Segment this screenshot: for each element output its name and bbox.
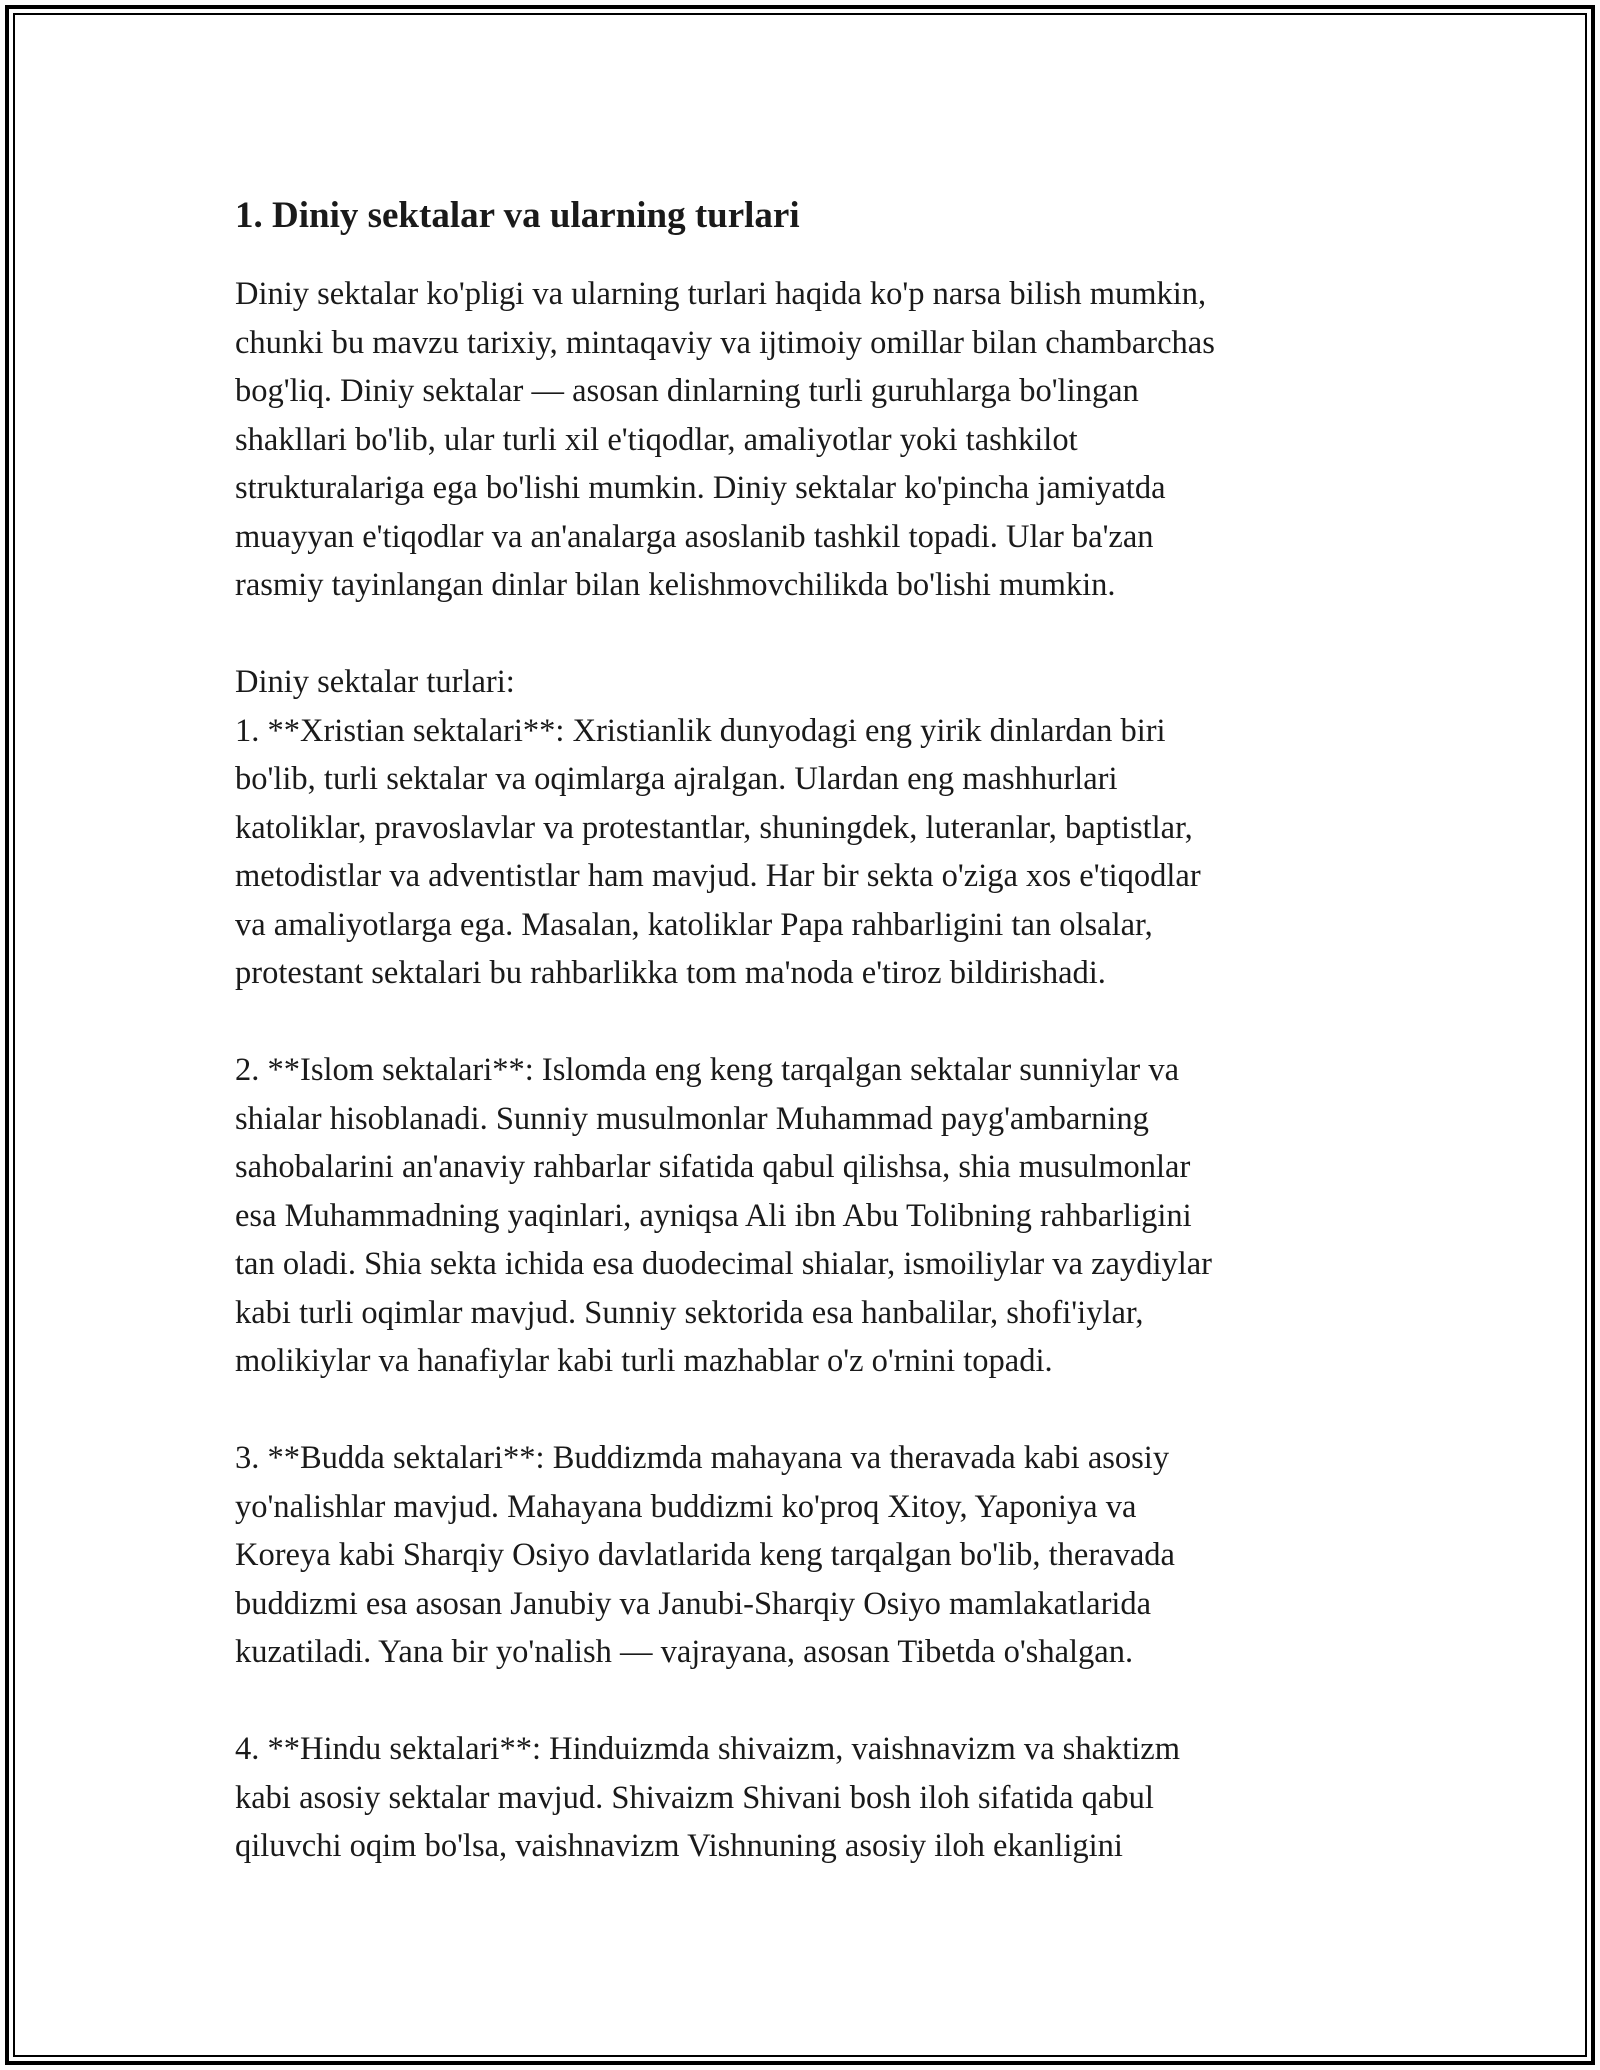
intro-paragraph: Diniy sektalar ko'pligi va ularning turlari haqida ko'p narsa bilish mumkin, chunki bu mavzu tarixiy, mintaqaviy va ijtimoiy omillar bilan chambarchas bog'liq. Diniy sektalar — asosan dinlarning turli guruhlarga bo'lingan shakllari bo'lib, ular turli xil e'tiqodlar, amaliyotlar yoki tashkilot strukturalariga ega bo'lishi mumkin. Diniy sektalar ko'pincha jamiyatda muayyan e'tiqodlar va an'analarga asoslanib tashkil topadi. Ular ba'zan rasmiy tayinlangan dinlar bilan kelishmovchilikda bo'lishi mumkin. [235, 276, 1215, 603]
hindu-sects-paragraph: 4. **Hindu sektalari**: Hinduizmda shivaizm, vaishnavizm va shaktizm kabi asosiy sektalar mavjud. Shivaizm Shivani bosh iloh sifatida qabul qiluvchi oqim bo'lsa, vaishnavizm Vishnuning asosiy iloh ekanligini [235, 1731, 1181, 1864]
document-body [235, 186, 1355, 1919]
islam-sects-paragraph: 2. **Islom sektalari**: Islomda eng keng tarqalgan sektalar sunniylar va shialar hisoblanadi. Sunniy musulmonlar Muhammad payg'ambarning sahobalarini an'anaviy rahbarlar sifatida qabul qilishsa, shia musulmonlar esa Muhammadning yaqinlari, ayniqsa Ali ibn Abu Tolibning rahbarligini tan oladi. Shia sekta ichida esa duodecimal shialar, ismoiliylar va zaydiylar kabi turli oqimlar mavjud. Sunniy sektorida esa hanbalilar, shofi'iylar, molikiylar va hanafiylar kabi turli mazhablar o'z o'rnini topadi. [235, 1052, 1212, 1379]
christian-sects-paragraph: Diniy sektalar turlari: 1. **Xristian sektalari**: Xristianlik dunyodagi eng yirik dinlardan biri bo'lib, turli sektalar va oqimlarga ajralgan. Ulardan eng mashhurlari katoliklar, pravoslavlar va protestantlar, shuningdek, luteranlar, baptistlar, metodistlar va adventistlar ham mavjud. Har bir sekta o'ziga xos e'tiqodlar va amaliyotlarga ega. Masalan, katoliklar Papa rahbarligini tan olsalar, protestant sektalari bu rahbarlikka tom ma'noda e'tiroz bildirishadi. [235, 664, 1201, 991]
buddhist-sects-paragraph: 3. **Budda sektalari**: Buddizmda mahayana va theravada kabi asosiy yo'nalishlar mavjud. Mahayana buddizmi ko'proq Xitoy, Yaponiya va Koreya kabi Sharqiy Osiyo davlatlarida keng tarqalgan bo'lib, theravada buddizmi esa asosan Janubiy va Janubi-Sharqiy Osiyo mamlakatlarida kuzatiladi. Yana bir yo'nalish — vajrayana, asosan Tibetda o'shalgan. [235, 1440, 1175, 1670]
section-heading: 1. Diniy sektalar va ularning turlari [235, 195, 800, 236]
